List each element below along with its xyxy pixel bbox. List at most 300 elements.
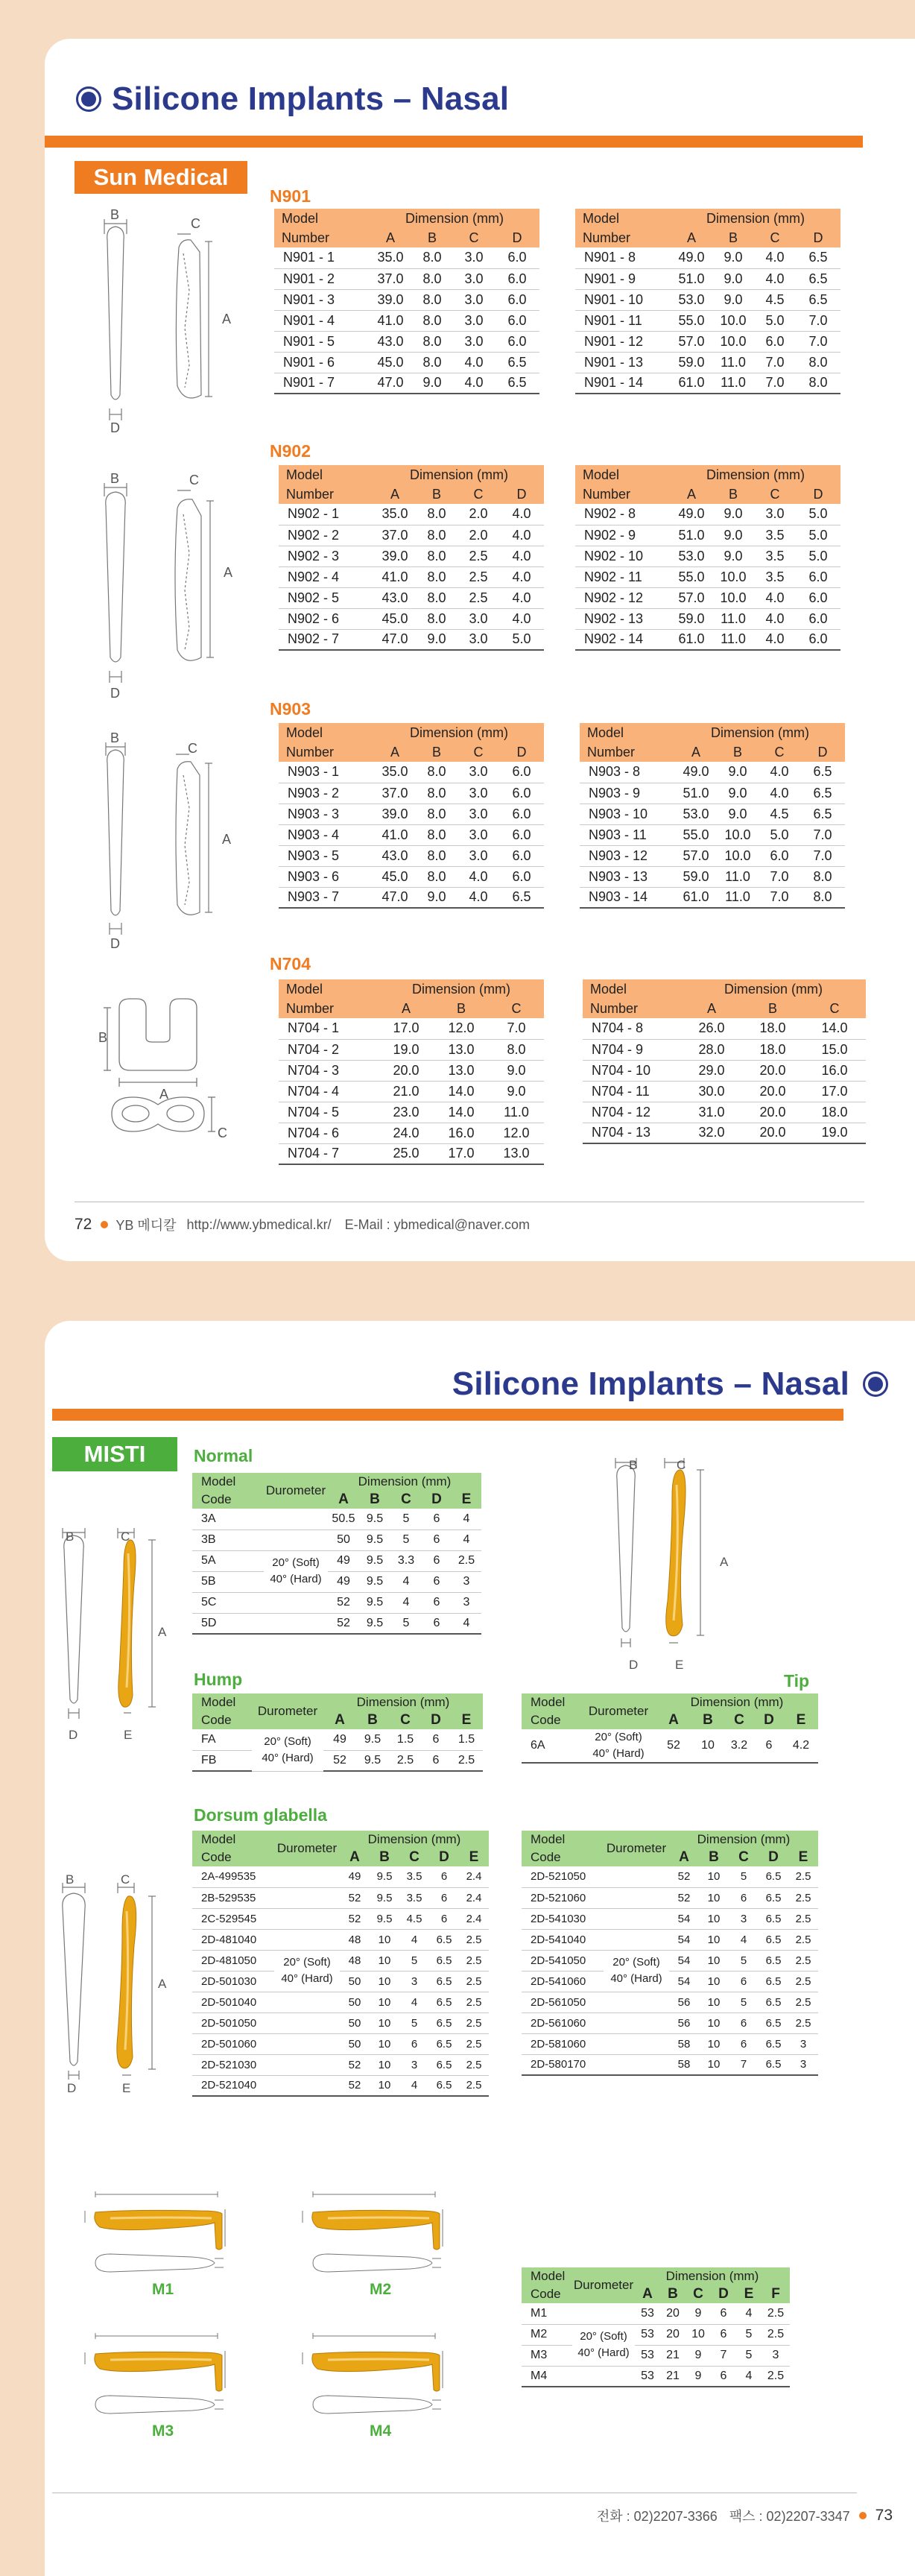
table-row [522, 1992, 818, 2012]
table-row [274, 331, 539, 352]
m1-label: M1 [152, 2281, 174, 2298]
dimension-cell: 4.0 [754, 629, 796, 650]
table-row [575, 352, 840, 373]
dimension-cell: 3 [762, 2345, 790, 2366]
table-row [274, 268, 539, 289]
durometer-soft: 20° (Soft) [612, 1956, 660, 1969]
dimension-cell: 35.0 [370, 247, 411, 268]
dimension-cell: 10 [699, 2012, 729, 2033]
model-code-cell: 2D-521050 [522, 1866, 604, 1887]
durometer-header: Durometer [264, 1473, 328, 1509]
dimension-cell: 7.0 [796, 310, 840, 331]
page-title: Silicone Implants – Nasal [76, 80, 509, 118]
dimension-cell: 59.0 [671, 608, 712, 629]
dimension-cell: 5.0 [796, 504, 840, 525]
dimension-c-header: C [754, 228, 796, 247]
table-row [279, 845, 544, 866]
model-header: Model [279, 723, 374, 742]
table-row [279, 1143, 544, 1164]
code-header: Code [522, 1711, 581, 1729]
dimension-cell: 3 [399, 1971, 429, 1992]
dimension-cell: 58 [669, 2054, 699, 2075]
dimension-cell: 28.0 [681, 1039, 742, 1060]
dimension-cell: 2.5 [389, 1750, 422, 1771]
model-header: Model [274, 209, 370, 228]
dimension-cell: 14.0 [434, 1102, 489, 1123]
number-header: Number [274, 228, 370, 247]
table-row [279, 525, 544, 546]
dimension-cell: 6.0 [495, 331, 539, 352]
dimension-cell: 4 [390, 1592, 422, 1613]
table-row [575, 268, 840, 289]
table-row [279, 1102, 544, 1123]
dimension-d-header: D [754, 1711, 784, 1729]
dimension-cell: 6.5 [429, 1992, 459, 2012]
dimension-cell: 3.0 [453, 247, 495, 268]
dimension-cell: 2.5 [459, 2075, 489, 2096]
durometer-hard: 40° (Hard) [610, 1972, 662, 1985]
dimension-cell: 10 [686, 2324, 711, 2345]
dimension-cell: 4 [390, 1571, 422, 1592]
dimension-a-header: A [328, 1491, 359, 1509]
dimension-cell: 49 [340, 1866, 370, 1887]
n901-heading: N901 [270, 186, 311, 206]
durometer-cell [604, 1866, 669, 1887]
model-code-cell: 2D-521040 [192, 2075, 274, 2096]
durometer-cell [604, 2012, 669, 2033]
n903-heading: N903 [270, 699, 311, 719]
dimension-b-header: B [359, 1491, 390, 1509]
dimension-cell: 3.0 [453, 289, 495, 310]
model-header: Model [192, 1831, 274, 1849]
page-footer [597, 2506, 893, 2525]
table-row [279, 1081, 544, 1102]
dimension-cell: 39.0 [370, 289, 411, 310]
n902-table-left [279, 465, 544, 651]
dimension-cell: 6.5 [495, 352, 539, 373]
dimension-cell: 3 [788, 2054, 818, 2075]
durometer-header: Durometer [252, 1693, 323, 1729]
dimension-cell: 10.0 [717, 845, 759, 866]
dimension-cell: 48 [340, 1950, 370, 1971]
dimension-cell: 52 [328, 1592, 359, 1613]
dimension-cell: 9.0 [416, 629, 458, 650]
table-row [192, 1887, 489, 1908]
model-header: Model [575, 209, 671, 228]
dimension-a-header: A [370, 228, 411, 247]
dimension-cell: 4.0 [499, 504, 544, 525]
dimension-c-header: C [724, 1711, 754, 1729]
durometer-cell [274, 2075, 340, 2096]
dimension-cell: 8.0 [800, 887, 845, 908]
dimension-cell: 25.0 [379, 1143, 434, 1164]
dimension-a-header: A [374, 484, 416, 504]
dimension-cell: 41.0 [374, 566, 416, 587]
dimension-cell: 4.0 [458, 887, 499, 908]
dimension-header: Dimension (mm) [374, 465, 544, 484]
dimension-cell: 10 [699, 1908, 729, 1929]
dimension-f-header: F [762, 2285, 790, 2303]
dimension-b-header: B [356, 1711, 389, 1729]
model-number-cell: N903 - 14 [580, 887, 675, 908]
dimension-cell: 10.0 [712, 310, 754, 331]
dimension-c-header: C [759, 742, 800, 762]
table-row [192, 2054, 489, 2075]
dimension-cell: 10 [699, 1950, 729, 1971]
table-row [192, 2012, 489, 2033]
durometer-soft: 20° (Soft) [595, 1731, 642, 1743]
dimension-cell: 11.0 [717, 866, 759, 887]
dimension-cell: 20 [660, 2324, 686, 2345]
dimension-cell: 2.5 [459, 2054, 489, 2075]
dimension-cell: 2.5 [788, 1908, 818, 1929]
dimension-cell: 6.0 [754, 331, 796, 352]
dimension-cell: 35.0 [374, 762, 416, 783]
dimension-cell: 3 [729, 1908, 759, 1929]
dimension-cell: 16.0 [803, 1060, 866, 1081]
model-header: Model [522, 1831, 604, 1849]
dot-icon [859, 2512, 867, 2519]
dimension-cell: 4.5 [759, 804, 800, 824]
email-text: E-Mail : ybmedical@naver.com [344, 1216, 530, 1232]
dimension-cell: 4.0 [499, 608, 544, 629]
code-header: Code [522, 2285, 572, 2303]
model-number-cell: N704 - 4 [279, 1081, 379, 1102]
dimension-cell: 2.5 [459, 2033, 489, 2054]
dimension-cell: 6 [711, 2303, 736, 2324]
dimension-cell: 9.5 [359, 1530, 390, 1550]
dimension-cell: 11.0 [712, 352, 754, 373]
dimension-cell: 6.5 [759, 1866, 788, 1887]
dimension-cell: 2.5 [788, 1971, 818, 1992]
table-row [192, 2075, 489, 2096]
dimension-cell: 8.0 [800, 866, 845, 887]
dimension-cell: 21 [660, 2366, 686, 2387]
dimension-c-header: C [389, 1711, 422, 1729]
phone-text: 전화 : 02)2207-3366 [596, 2509, 718, 2524]
model-code-cell: M4 [522, 2366, 572, 2387]
dimension-cell: 20 [660, 2303, 686, 2324]
dimension-cell: 6.5 [429, 2012, 459, 2033]
table-row [583, 1018, 866, 1039]
dimension-cell: 3 [788, 2033, 818, 2054]
dimension-cell: 2.5 [762, 2366, 790, 2387]
dimension-cell: 5 [399, 1950, 429, 1971]
durometer-cell [264, 1550, 328, 1592]
dimension-cell: 3 [399, 2054, 429, 2075]
dimension-cell: 6 [729, 1887, 759, 1908]
dimension-cell: 2.5 [762, 2324, 790, 2345]
durometer-cell [604, 1908, 669, 1929]
table-row [580, 887, 845, 908]
table-row [522, 1729, 818, 1763]
dimension-cell: 11.0 [489, 1102, 544, 1123]
dimension-cell: 6.0 [495, 289, 539, 310]
dimension-cell: 6 [422, 1550, 452, 1571]
dimension-cell: 4.0 [499, 587, 544, 608]
dimension-cell: 6.5 [759, 1887, 788, 1908]
table-row [279, 866, 544, 887]
model-code-cell: 2D-501030 [192, 1971, 274, 1992]
model-code-cell: 5D [192, 1613, 264, 1634]
dimension-cell: 54 [669, 1950, 699, 1971]
dimension-cell: 8.0 [416, 783, 458, 804]
table-row [274, 373, 539, 394]
dimension-b-header: B [416, 742, 458, 762]
model-number-cell: N901 - 12 [575, 331, 671, 352]
dimension-cell: 6.5 [495, 373, 539, 394]
table-row [192, 1729, 483, 1750]
title-underline-bar [52, 1409, 843, 1421]
table-row [274, 352, 539, 373]
table-row [274, 310, 539, 331]
dimension-cell: 10 [699, 1866, 729, 1887]
dimension-cell: 8.0 [416, 762, 458, 783]
dimension-cell: 59.0 [675, 866, 717, 887]
table-row [583, 1081, 866, 1102]
dimension-cell: 20.0 [742, 1123, 803, 1143]
brand-tag: MISTI [52, 1437, 177, 1471]
dimension-cell: 32.0 [681, 1123, 742, 1143]
dimension-cell: 5.0 [796, 525, 840, 546]
dimension-cell: 8.0 [411, 310, 453, 331]
table-row [575, 247, 840, 268]
dimension-cell: 10 [699, 1992, 729, 2012]
dimension-cell: 17.0 [379, 1018, 434, 1039]
dimension-cell: 7.0 [759, 887, 800, 908]
dimension-cell: 18.0 [803, 1102, 866, 1123]
model-code-cell: 2A-499535 [192, 1866, 274, 1887]
dimension-cell: 20.0 [379, 1060, 434, 1081]
dimension-cell: 3.5 [399, 1866, 429, 1887]
dimension-cell: 10.0 [712, 566, 754, 587]
table-row [192, 1992, 489, 2012]
dimension-d-header: D [796, 228, 840, 247]
dimension-d-header: D [796, 484, 840, 504]
durometer-cell [604, 1887, 669, 1908]
model-number-cell: N704 - 13 [583, 1123, 681, 1143]
dimension-cell: 4.0 [754, 247, 796, 268]
table-row [192, 1613, 481, 1634]
table-row [575, 373, 840, 394]
dimension-cell: 55.0 [671, 566, 712, 587]
model-code-cell: 2D-541060 [522, 1971, 604, 1992]
dimension-cell: 3.0 [458, 608, 499, 629]
dimension-cell: 10 [370, 2075, 399, 2096]
dimension-cell: 2.5 [458, 546, 499, 566]
dimension-a-header: A [681, 999, 742, 1018]
dimension-cell: 4.0 [754, 608, 796, 629]
fax-text: 팩스 : 02)2207-3347 [729, 2509, 850, 2524]
dimension-cell: 3.0 [458, 783, 499, 804]
dimension-cell: 9.5 [359, 1592, 390, 1613]
dimension-cell: 4.0 [754, 268, 796, 289]
m3-label: M3 [152, 2422, 174, 2440]
model-number-cell: N704 - 3 [279, 1060, 379, 1081]
table-row [192, 1908, 489, 1929]
dimension-cell: 54 [669, 1971, 699, 1992]
table-row [580, 783, 845, 804]
model-code-cell: 2B-529535 [192, 1887, 274, 1908]
dimension-cell: 4.5 [399, 1908, 429, 1929]
dimension-header: Dimension (mm) [671, 209, 840, 228]
model-number-cell: N704 - 10 [583, 1060, 681, 1081]
dimension-cell: 9.5 [356, 1729, 389, 1750]
dimension-cell: 4.0 [458, 866, 499, 887]
dimension-cell: 4.0 [499, 546, 544, 566]
dimension-cell: 4.2 [784, 1729, 818, 1763]
dimension-cell: 50 [340, 1971, 370, 1992]
dimension-cell: 9 [686, 2303, 711, 2324]
title-underline-bar [45, 136, 863, 148]
durometer-hard: 40° (Hard) [270, 1573, 322, 1585]
code-header: Code [192, 1711, 252, 1729]
dimension-cell: 3 [452, 1592, 481, 1613]
dimension-cell: 6.0 [495, 310, 539, 331]
model-header: Model [279, 979, 379, 999]
table-row [583, 1060, 866, 1081]
dorsum-table-right [522, 1831, 818, 2076]
normal-heading: Normal [194, 1446, 253, 1465]
dimension-cell: 7 [711, 2345, 736, 2366]
n902-table-right [575, 465, 840, 651]
website-link[interactable]: http://www.ybmedical.kr/ [186, 1216, 332, 1232]
dimension-d-header: D [495, 228, 539, 247]
company-name: YB 메디칼 [115, 1218, 177, 1233]
dimension-a-header: A [374, 742, 416, 762]
dimension-cell: 5.0 [499, 629, 544, 650]
model-code-cell: 2D-501060 [192, 2033, 274, 2054]
hump-table [192, 1693, 483, 1772]
dimension-cell: 9.0 [712, 268, 754, 289]
dimension-cell: 3.0 [458, 629, 499, 650]
dimension-cell: 52 [328, 1613, 359, 1634]
table-row [522, 2324, 790, 2345]
dimension-a-header: A [340, 1849, 370, 1866]
dimension-cell: 6 [729, 2012, 759, 2033]
number-header: Number [575, 484, 671, 504]
table-row [279, 1123, 544, 1143]
dimension-cell: 8.0 [416, 587, 458, 608]
durometer-cell [572, 2303, 635, 2324]
dimension-cell: 50 [340, 2012, 370, 2033]
model-number-cell: N902 - 8 [575, 504, 671, 525]
dimension-cell: 3.5 [399, 1887, 429, 1908]
dimension-cell: 4 [399, 1929, 429, 1950]
durometer-cell [604, 1992, 669, 2012]
dimension-cell: 6 [754, 1729, 784, 1763]
dimension-cell: 39.0 [374, 804, 416, 824]
dimension-cell: 6 [422, 1571, 452, 1592]
dimension-cell: 2.0 [458, 525, 499, 546]
model-header: Model [580, 723, 675, 742]
durometer-hard: 40° (Hard) [577, 2346, 630, 2359]
dimension-cell: 10 [370, 2012, 399, 2033]
dimension-cell: 14.0 [803, 1018, 866, 1039]
model-number-cell: N901 - 4 [274, 310, 370, 331]
dimension-cell: 20.0 [742, 1081, 803, 1102]
dimension-cell: 6.5 [429, 2075, 459, 2096]
dimension-cell: 6 [429, 1866, 459, 1887]
dimension-cell: 6.5 [429, 1971, 459, 1992]
dimension-cell: 18.0 [742, 1039, 803, 1060]
dimension-b-header: B [370, 1849, 399, 1866]
dimension-cell: 6.5 [759, 1908, 788, 1929]
dimension-a-header: A [669, 1849, 699, 1866]
table-row [580, 824, 845, 845]
dimension-cell: 8.0 [416, 566, 458, 587]
dimension-cell: 61.0 [671, 373, 712, 394]
dimension-cell: 9 [686, 2345, 711, 2366]
dimension-cell: 3.0 [458, 824, 499, 845]
dimension-b-header: B [660, 2285, 686, 2303]
table-row [192, 1550, 481, 1571]
model-number-cell: N704 - 9 [583, 1039, 681, 1060]
dimension-cell: 5 [390, 1530, 422, 1550]
n704-table-left [279, 979, 544, 1165]
table-row [522, 1929, 818, 1950]
table-row [279, 629, 544, 650]
dimension-cell: 2.0 [458, 504, 499, 525]
dimension-cell: 1.5 [389, 1729, 422, 1750]
dimension-cell: 6.0 [796, 587, 840, 608]
dimension-cell: 37.0 [374, 783, 416, 804]
dimension-b-header: B [691, 1711, 724, 1729]
dimension-c-header: C [453, 228, 495, 247]
dimension-cell: 10 [691, 1729, 724, 1763]
model-number-cell: N902 - 4 [279, 566, 374, 587]
dimension-cell: 51.0 [675, 783, 717, 804]
dimension-cell: 9.0 [489, 1060, 544, 1081]
catalog-page-73: Silicone Implants – Nasal MISTI Normal Hump Tip Dorsum glabella B C A D E B C A D E B C A D E M1 M2 M3 M4 Model Durometer Dimension (mm) Code A B C D E 3A 50.5 9.5 5 6 4 3B 50 9.5 5 6 4 5A 20° (Soft) 40° (Hard) 49 9.5 3.3 6 2.5 5B 49 9.5 4 6 3 5C 52 9.5 4 6 3 5D 52 9.5 5 6 4 Model Durometer Dimension (mm) Code A B C D E FA 20° (Soft) 40° (Hard) 49 9.5 1.5 6 1.5 FB 52 9.5 2.5 6 2.5 Model Durometer Dimension (mm) Code A B C D E 6A 20° (Soft) 40° (Hard) 52 10 3.2 6 4.2 Model Durometer Dimension (mm) Code A B C D E 2A-499535 49 9.5 3.5 6 2.4 2B-529535 52 9.5 3.5 6 2.4 2C-529545 52 9.5 4.5 6 2.4 2D-481040 48 10 4 6.5 2.5 2D-481050 20° (Soft) 40° (Hard) 48 10 5 6.5 2.5 2D-501030 50 10 3 6.5 2.5 2D-501040 50 10 4 6.5 2.5 2D-501050 50 10 5 6.5 2.5 2D-501060 50 10 6 6.5 2.5 2D-521030 52 10 3 6.5 2.5 2D-521040 52 10 4 6.5 2.5 Model Durometer Dimension (mm) Code A B C D E 2D-521050 52 10 5 6.5 2.5 2D-521060 52 10 6 6.5 2.5 2D-541030 54 10 3 6.5 2.5 2D-541040 54 10 4 6.5 2.5 2D-541050 20° (Soft) 40° (Hard) 54 10 5 6.5 2.5 2D-541060 54 10 6 6.5 2.5 2D-561050 56 10 5 6.5 2.5 2D-561060 56 10 6 6.5 2.5 2D-581060 58 10 6 6.5 3 2D-580170 58 10 7 6.5 3 Model Durometer Dimension (mm) Code A B C D E F M1 53 20 9 6 4 2.5 M2 20° (Soft) 40° (Hard) 53 20 10 6 5 2.5 M3 53 21 9 7 5 3 M4 53 21 9 6 4 2.5 전화 : 02)2207-3366 팩스 : 02)2207-3347 73 [45, 1321, 915, 2576]
dimension-cell: 45.0 [374, 608, 416, 629]
dimension-cell: 54 [669, 1929, 699, 1950]
dimension-header: Dimension (mm) [379, 979, 544, 999]
model-number-cell: N903 - 6 [279, 866, 374, 887]
dimension-cell: 16.0 [434, 1123, 489, 1143]
model-number-cell: N704 - 12 [583, 1102, 681, 1123]
dimension-cell: 6.0 [499, 804, 544, 824]
dimension-cell: 3.0 [458, 762, 499, 783]
dimension-cell: 5.0 [796, 546, 840, 566]
dimension-cell: 52 [340, 1908, 370, 1929]
dimension-cell: 2.4 [459, 1866, 489, 1887]
dimension-a-header: A [656, 1711, 691, 1729]
model-number-cell: N901 - 6 [274, 352, 370, 373]
number-header: Number [279, 484, 374, 504]
table-row [279, 587, 544, 608]
dimension-cell: 49 [328, 1550, 359, 1571]
n902-shape-diagram [89, 471, 231, 702]
brand-tag: Sun Medical [75, 161, 247, 194]
dimension-cell: 13.0 [489, 1143, 544, 1164]
code-header: Code [192, 1849, 274, 1866]
dimension-cell: 50.5 [328, 1509, 359, 1530]
durometer-cell [604, 1929, 669, 1950]
table-row [522, 2366, 790, 2387]
dimension-cell: 5 [736, 2345, 762, 2366]
dimension-cell: 6 [422, 1750, 450, 1771]
dimension-cell: 5 [736, 2324, 762, 2345]
table-row [575, 566, 840, 587]
dimension-cell: 7.0 [796, 331, 840, 352]
model-number-cell: N901 - 8 [575, 247, 671, 268]
page-title: Silicone Implants – Nasal [452, 1366, 888, 1403]
model-header: Model [583, 979, 681, 999]
dimension-cell: 2.5 [452, 1550, 481, 1571]
model-number-cell: N704 - 2 [279, 1039, 379, 1060]
dimension-cell: 11.0 [712, 608, 754, 629]
